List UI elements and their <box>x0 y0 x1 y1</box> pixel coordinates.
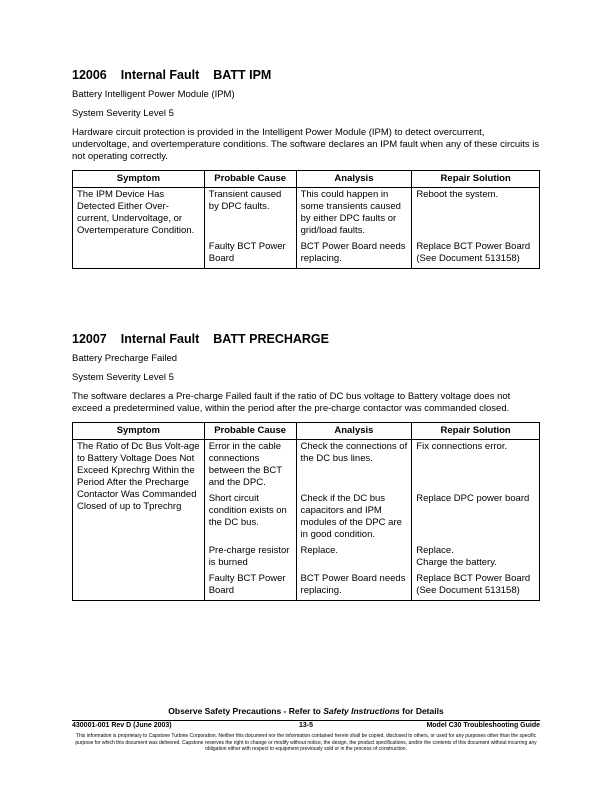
header-symptom: Symptom <box>73 423 205 440</box>
safety-note-suffix: for Details <box>399 706 444 716</box>
solution-cell: Reboot the system. <box>412 188 540 241</box>
table-header-row <box>73 171 540 188</box>
troubleshooting-table <box>72 422 540 601</box>
symptom-cell: The IPM Device Has Detected Either Over-current, Undervoltage, or Overtemperature Condition. <box>73 188 205 269</box>
safety-note-prefix: Observe Safety Precautions - Refer to <box>168 706 324 716</box>
header-probable-cause: Probable Cause <box>204 171 296 188</box>
analysis-cell: Check if the DC bus capacitors and IPM modules of the DPC are in good condition. <box>296 492 412 544</box>
solution-cell <box>412 544 540 572</box>
analysis-cell: BCT Power Board needs replacing. <box>296 240 412 269</box>
cause-cell: Error in the cable connections between the BCT and the DPC. <box>204 440 296 493</box>
severity-level: System Severity Level 5 <box>72 372 174 383</box>
fault-section-12006 <box>72 68 540 269</box>
legal-notice: This information is proprietary to Capstone Turbine Corporation. Neither this document nor the information contained herein shall be copied, disclosed to others, or used for any purposes other than the specific purpose for which this document was delivered. Capstone reserves the right to change or modify without notice, the design, the product specifications, and/or the contents of this document without incurring any obligation either with respect to equipment previously sold or in the process of construction. <box>75 733 537 752</box>
cause-cell: Transient caused by DPC faults. <box>204 188 296 241</box>
analysis-cell: BCT Power Board needs replacing. <box>296 572 412 601</box>
fault-section-12007 <box>72 332 540 601</box>
fault-name: BATT PRECHARGE <box>213 332 329 346</box>
section-heading <box>72 332 540 346</box>
fault-description: The software declares a Pre-charge Failed fault if the ratio of DC bus voltage to Battery voltage does not exceed a predetermined value, within the period after the pre-charge contactor was commanded closed. <box>72 391 511 414</box>
header-symptom: Symptom <box>73 171 205 188</box>
doc-title: Model C30 Troubleshooting Guide <box>426 722 540 729</box>
cause-cell: Short circuit condition exists on the DC bus. <box>204 492 296 544</box>
solution-cell: Replace BCT Power Board (See Document 513158) <box>412 572 540 601</box>
fault-label: Internal Fault <box>120 332 200 346</box>
safety-note-italic: Safety Instructions <box>323 706 400 716</box>
fault-subtitle: Battery Intelligent Power Module (IPM) <box>72 89 235 100</box>
header-probable-cause: Probable Cause <box>204 423 296 440</box>
table-row <box>73 188 540 241</box>
severity-level: System Severity Level 5 <box>72 108 174 119</box>
table-header-row <box>73 423 540 440</box>
analysis-cell: Check the connections of the DC bus lines. <box>296 440 412 493</box>
analysis-cell: Replace. <box>296 544 412 572</box>
section-heading <box>72 68 540 82</box>
cause-cell: Faulty BCT Power Board <box>204 240 296 269</box>
fault-name: BATT IPM <box>213 68 272 82</box>
cause-cell: Faulty BCT Power Board <box>204 572 296 601</box>
cause-cell: Pre-charge resistor is burned <box>204 544 296 572</box>
header-analysis: Analysis <box>296 171 412 188</box>
solution-cell: Replace BCT Power Board (See Document 513158) <box>412 240 540 269</box>
header-analysis: Analysis <box>296 423 412 440</box>
header-repair-solution: Repair Solution <box>412 171 540 188</box>
troubleshooting-table <box>72 170 540 269</box>
solution-cell: Replace DPC power board <box>412 492 540 544</box>
fault-subtitle: Battery Precharge Failed <box>72 353 178 364</box>
fault-code: 12007 <box>72 332 107 346</box>
table-row <box>73 440 540 493</box>
solution-line: Replace. <box>416 545 454 556</box>
analysis-cell: This could happen in some transients caused by either DPC faults or grid/load faults. <box>296 188 412 241</box>
symptom-cell: The Ratio of Dc Bus Volt-age to Battery Voltage Does Not Exceed Kprechrg Within the Period After the Precharge Contactor Was Commanded Closed of up to Tprechrg <box>73 440 205 601</box>
fault-code: 12006 <box>72 68 107 82</box>
fault-description: Hardware circuit protection is provided in the Intelligent Power Module (IPM) to detect overcurrent, undervoltage, and overtemperature conditions. The software declares an IPM fault when any of these circuits is not operating correctly. <box>72 127 540 162</box>
page-number: 13-5 <box>298 722 313 729</box>
fault-label: Internal Fault <box>120 68 200 82</box>
solution-cell: Fix connections error. <box>412 440 540 493</box>
safety-note <box>0 706 612 716</box>
doc-id: 430001-001 Rev D (June 2003) <box>72 722 172 729</box>
solution-line: Charge the battery. <box>416 557 497 568</box>
header-repair-solution: Repair Solution <box>412 423 540 440</box>
footer-divider <box>72 720 540 721</box>
